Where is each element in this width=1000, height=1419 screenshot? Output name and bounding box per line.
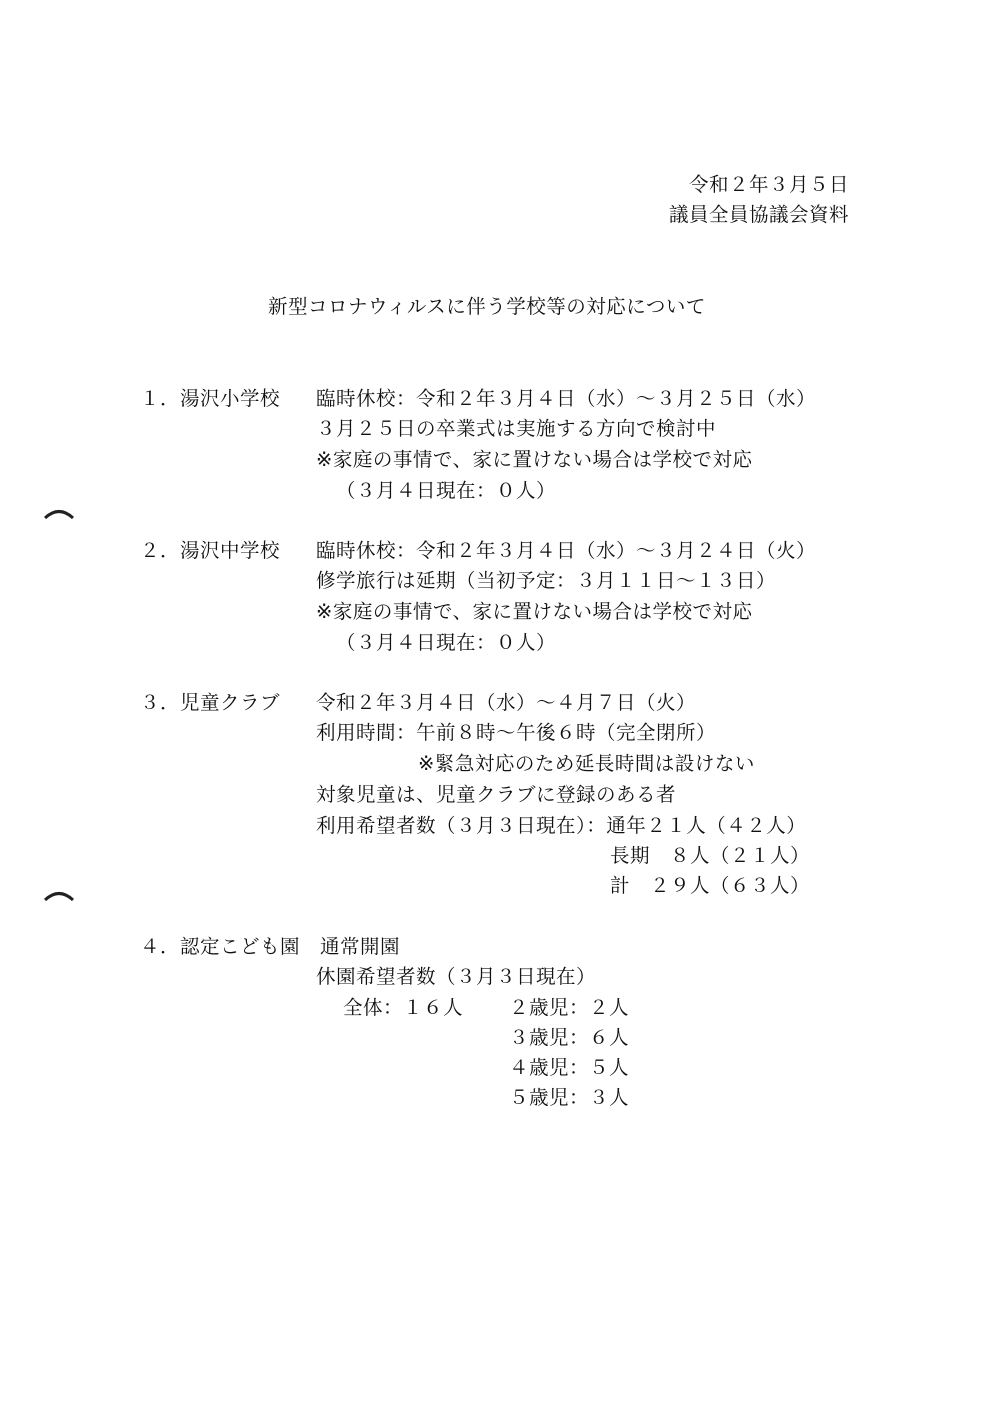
section-4-line: 休園希望者数（３月３日現在）: [316, 965, 597, 988]
section-2-line: 修学旅行は延期（当初予定：３月１１日～１３日）: [316, 569, 777, 592]
section-3-line: 利用希望者数（３月３日現在）：通年２１人（４２人）: [316, 814, 807, 837]
section-4-line: ２歳児：２人: [509, 996, 630, 1019]
section-3-line: 利用時間：午前８時～午後６時（完全閉所）: [316, 721, 717, 744]
section-4-label: ４．認定こども園: [140, 935, 301, 958]
section-4-line: 通常開園: [320, 935, 401, 958]
section-3-line: 長期 ８人（２１人）: [609, 844, 810, 867]
section-3-line: 計 ２９人（６３人）: [609, 874, 810, 897]
section-1-line: （３月４日現在：０人）: [336, 479, 557, 502]
section-3-line: 令和２年３月４日（水）～４月７日（火）: [316, 691, 697, 714]
document-date: 令和２年３月５日: [688, 173, 849, 196]
section-2-line: （３月４日現在：０人）: [336, 631, 557, 654]
section-4-line: 全体：１６人: [343, 996, 464, 1019]
section-4-line: ５歳児：３人: [509, 1086, 630, 1109]
section-2-label: ２．湯沢中学校: [140, 539, 281, 562]
section-1-label: １．湯沢小学校: [140, 387, 281, 410]
section-1-line: ※家庭の事情で、家に置けない場合は学校で対応: [316, 448, 753, 471]
punch-hole-mark-bottom: [44, 889, 74, 901]
section-2-line: 臨時休校：令和２年３月４日（水）～３月２４日（火）: [316, 539, 817, 562]
document-type: 議員全員協議会資料: [668, 203, 849, 226]
document-title: 新型コロナウィルスに伴う学校等の対応について: [268, 295, 706, 318]
section-3-line: ※緊急対応のため延長時間は設けない: [418, 752, 755, 775]
punch-hole-mark-top: [44, 507, 74, 519]
section-3-line: 対象児童は、児童クラブに登録のある者: [316, 783, 677, 806]
section-1-line: ３月２５日の卒業式は実施する方向で検討中: [316, 417, 717, 440]
section-4-line: ４歳児：５人: [509, 1056, 630, 1079]
section-2-line: ※家庭の事情で、家に置けない場合は学校で対応: [316, 600, 753, 623]
section-3-label: ３．児童クラブ: [140, 691, 281, 714]
section-1-line: 臨時休校：令和２年３月４日（水）～３月２５日（水）: [316, 387, 817, 410]
section-4-line: ３歳児：６人: [509, 1026, 630, 1049]
